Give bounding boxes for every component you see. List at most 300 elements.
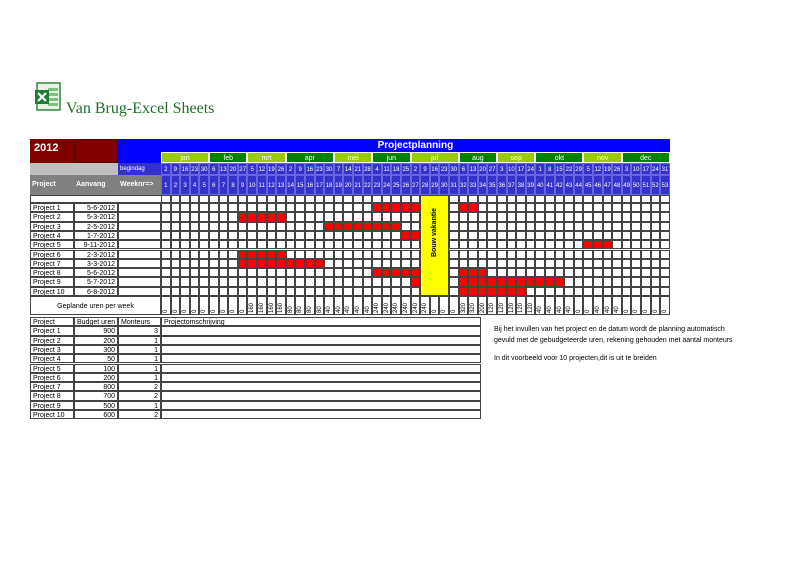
- grid-cell: [315, 287, 325, 296]
- planning-title: Projectplanning: [161, 139, 670, 152]
- grid-cell: [199, 259, 209, 268]
- project-name: Project 9: [30, 277, 74, 286]
- project-name: Project 10: [30, 287, 74, 296]
- begindag-cell: 9: [171, 163, 181, 175]
- grid-cell: [497, 240, 507, 249]
- blank-cell: [118, 212, 161, 221]
- grid-cell: [507, 268, 517, 277]
- grid-cell: [228, 212, 238, 221]
- grid-cell: [257, 231, 267, 240]
- begindag-cell: 20: [228, 163, 238, 175]
- uren-value: 40: [556, 306, 563, 313]
- grid-cell: [305, 231, 315, 240]
- uren-value: 40: [345, 306, 352, 313]
- planning-bar-cell: [411, 277, 421, 286]
- grid-cell: [622, 259, 632, 268]
- grid-cell: [247, 240, 257, 249]
- planning-bar-cell: [286, 259, 296, 268]
- planning-bar-cell: [257, 259, 267, 268]
- grid-cell: [372, 195, 382, 203]
- geplande-uren-label: Geplande uren per week: [30, 296, 161, 315]
- month-jul: jul: [411, 152, 459, 163]
- grid-cell: [583, 231, 593, 240]
- header-cell: [118, 139, 161, 163]
- planning-bar-cell: [247, 212, 257, 221]
- grid-cell: [324, 250, 334, 259]
- weeknr-cell: 3: [180, 175, 190, 195]
- grid-cell: [180, 212, 190, 221]
- grid-cell: [267, 277, 277, 286]
- grid-cell: [641, 287, 651, 296]
- grid-cell: [180, 240, 190, 249]
- begindag-cell: 25: [401, 163, 411, 175]
- weeknr-cell: 53: [660, 175, 670, 195]
- grid-cell: [219, 259, 229, 268]
- grid-cell: [478, 259, 488, 268]
- grid-cell: [180, 277, 190, 286]
- budget-value: 200: [74, 336, 118, 345]
- begindag-cell: 30: [199, 163, 209, 175]
- grid-cell: [459, 222, 469, 231]
- budget-value: 700: [74, 391, 118, 400]
- planning-bar-cell: [487, 277, 497, 286]
- grid-cell: [199, 203, 209, 212]
- grid-cell: [526, 268, 536, 277]
- project-start: 9-11-2012: [74, 240, 118, 249]
- grid-cell: [535, 212, 545, 221]
- grid-cell: [257, 195, 267, 203]
- grid-cell: [593, 287, 603, 296]
- planning-bar-cell: [497, 277, 507, 286]
- uren-value: 40: [326, 306, 333, 313]
- grid-cell: [180, 195, 190, 203]
- weeknr-cell: 51: [641, 175, 651, 195]
- grid-cell: [545, 212, 555, 221]
- begindag-cell: 5: [247, 163, 257, 175]
- grid-cell: [612, 259, 622, 268]
- grid-cell: [286, 203, 296, 212]
- weeknr-cell: 33: [468, 175, 478, 195]
- grid-cell: [593, 259, 603, 268]
- planning-bar-cell: [593, 240, 603, 249]
- budget-project-name: Project 6: [30, 373, 74, 382]
- uren-value: 160: [278, 302, 285, 313]
- grid-cell: [171, 212, 181, 221]
- grid-cell: [238, 277, 248, 286]
- uren-value: 0: [230, 309, 237, 313]
- grid-cell: [305, 203, 315, 212]
- grid-cell: [324, 287, 334, 296]
- description-cell: [161, 336, 481, 345]
- weeknr-cell: 5: [199, 175, 209, 195]
- grid-cell: [468, 240, 478, 249]
- grid-cell: [267, 203, 277, 212]
- begindag-cell: 12: [257, 163, 267, 175]
- grid-cell: [295, 212, 305, 221]
- grid-cell: [516, 250, 526, 259]
- grid-cell: [324, 268, 334, 277]
- monteurs-value: 1: [118, 373, 161, 382]
- grid-cell: [209, 250, 219, 259]
- weeknr-cell: 47: [603, 175, 613, 195]
- weeknr-cell: 42: [555, 175, 565, 195]
- uren-value: 0: [201, 309, 208, 313]
- grid-cell: [622, 268, 632, 277]
- grid-cell: [507, 240, 517, 249]
- weeknr-cell: 2: [171, 175, 181, 195]
- planning-bar-cell: [257, 250, 267, 259]
- grid-cell: [343, 231, 353, 240]
- weeknr-cell: 50: [631, 175, 641, 195]
- grid-cell: [651, 259, 661, 268]
- grid-cell: [257, 240, 267, 249]
- uren-value: 0: [441, 309, 448, 313]
- begindag-cell: 10: [631, 163, 641, 175]
- grid-cell: [343, 259, 353, 268]
- grid-cell: [305, 287, 315, 296]
- grid-cell: [324, 277, 334, 286]
- grid-cell: [238, 231, 248, 240]
- grid-cell: [286, 212, 296, 221]
- grid-cell: [641, 259, 651, 268]
- grid-cell: [228, 195, 238, 203]
- year-cell: 2012: [30, 139, 74, 163]
- grid-cell: [468, 195, 478, 203]
- description-cell: [161, 354, 481, 363]
- month-mrt: mrt: [247, 152, 285, 163]
- weeknr-cell: 35: [487, 175, 497, 195]
- grid-cell: [180, 287, 190, 296]
- planning-bar-cell: [372, 203, 382, 212]
- begindag-cell: 18: [391, 163, 401, 175]
- begindag-cell: 17: [516, 163, 526, 175]
- weeknr-cell: 13: [276, 175, 286, 195]
- weeknr-cell: 26: [401, 175, 411, 195]
- grid-cell: [267, 222, 277, 231]
- grid-cell: [555, 250, 565, 259]
- uren-value: 120: [527, 302, 534, 313]
- grid-cell: [593, 195, 603, 203]
- grid-cell: [372, 212, 382, 221]
- weeknr-cell: 46: [593, 175, 603, 195]
- weeknr-cell: 7: [219, 175, 229, 195]
- budget-value: 500: [74, 401, 118, 410]
- uren-value: 0: [633, 309, 640, 313]
- weeknr-cell: 34: [478, 175, 488, 195]
- begindag-cell: 3: [497, 163, 507, 175]
- description-cell: [161, 345, 481, 354]
- grid-cell: [507, 259, 517, 268]
- grid-cell: [353, 259, 363, 268]
- blank-cell: [118, 240, 161, 249]
- month-nov: nov: [583, 152, 621, 163]
- weeknr-cell: 1: [161, 175, 171, 195]
- grid-cell: [219, 268, 229, 277]
- uren-value: 240: [374, 302, 381, 313]
- brand-title: Van Brug-Excel Sheets: [66, 100, 215, 117]
- grid-cell: [651, 195, 661, 203]
- weeknr-cell: 9: [238, 175, 248, 195]
- begindag-cell: 22: [564, 163, 574, 175]
- grid-cell: [267, 268, 277, 277]
- grid-cell: [478, 203, 488, 212]
- grid-cell: [286, 268, 296, 277]
- grid-cell: [622, 277, 632, 286]
- weeknr-cell: 15: [295, 175, 305, 195]
- grid-cell: [247, 268, 257, 277]
- grid-cell: [363, 287, 373, 296]
- uren-value: 80: [316, 306, 323, 313]
- grid-cell: [382, 231, 392, 240]
- budget-project-name: Project 4: [30, 354, 74, 363]
- grid-cell: [219, 222, 229, 231]
- grid-cell: [507, 212, 517, 221]
- grid-cell: [612, 203, 622, 212]
- grid-cell: [228, 222, 238, 231]
- grid-cell: [391, 259, 401, 268]
- weeknr-cell: 22: [363, 175, 373, 195]
- begindag-cell: 23: [190, 163, 200, 175]
- planning-bar-cell: [315, 259, 325, 268]
- grid-cell: [209, 212, 219, 221]
- grid-cell: [612, 222, 622, 231]
- grid-cell: [401, 240, 411, 249]
- grid-cell: [545, 250, 555, 259]
- grid-cell: [219, 203, 229, 212]
- grid-cell: [555, 195, 565, 203]
- grid-cell: [411, 212, 421, 221]
- grid-cell: [535, 231, 545, 240]
- grid-cell: [497, 268, 507, 277]
- grid-cell: [411, 259, 421, 268]
- project-start: 2-3-2012: [74, 250, 118, 259]
- grid-cell: [190, 259, 200, 268]
- grid-cell: [276, 231, 286, 240]
- grid-cell: [171, 259, 181, 268]
- month-aug: aug: [459, 152, 497, 163]
- grid-cell: [363, 203, 373, 212]
- grid-cell: [564, 231, 574, 240]
- description-cell: [161, 364, 481, 373]
- description-cell: [161, 391, 481, 400]
- grid-cell: [324, 259, 334, 268]
- grid-cell: [641, 250, 651, 259]
- grid-cell: [401, 259, 411, 268]
- grid-cell: [487, 195, 497, 203]
- planning-bar-cell: [535, 277, 545, 286]
- grid-cell: [305, 212, 315, 221]
- weeknr-cell: 30: [439, 175, 449, 195]
- grid-cell: [324, 212, 334, 221]
- grid-cell: [603, 259, 613, 268]
- planning-bar-cell: [295, 259, 305, 268]
- begindag-cell: 11: [382, 163, 392, 175]
- month-jun: jun: [372, 152, 410, 163]
- grid-cell: [372, 240, 382, 249]
- month-apr: apr: [286, 152, 334, 163]
- grid-cell: [276, 195, 286, 203]
- grid-cell: [209, 277, 219, 286]
- planning-bar-cell: [555, 277, 565, 286]
- grid-cell: [295, 240, 305, 249]
- uren-value: 120: [499, 302, 505, 313]
- planning-bar-cell: [459, 277, 469, 286]
- begindag-cell: 27: [238, 163, 248, 175]
- weeknr-cell: 25: [391, 175, 401, 195]
- grid-cell: [247, 231, 257, 240]
- grid-cell: [372, 277, 382, 286]
- grid-cell: [641, 195, 651, 203]
- begindag-cell: 20: [478, 163, 488, 175]
- grid-cell: [574, 277, 584, 286]
- grid-cell: [516, 231, 526, 240]
- weeknr-cell: 49: [622, 175, 632, 195]
- grid-cell: [180, 231, 190, 240]
- grid-cell: [315, 222, 325, 231]
- grid-cell: [526, 231, 536, 240]
- description-cell: [161, 401, 481, 410]
- grid-cell: [631, 222, 641, 231]
- grid-cell: [651, 212, 661, 221]
- grid-cell: [353, 277, 363, 286]
- grid-cell: [411, 240, 421, 249]
- grid-cell: [660, 268, 670, 277]
- grid-cell: [660, 222, 670, 231]
- grid-cell: [324, 231, 334, 240]
- grid-cell: [497, 222, 507, 231]
- grid-cell: [622, 240, 632, 249]
- weeknr-cell: 48: [612, 175, 622, 195]
- planning-bar-cell: [238, 259, 248, 268]
- weeknr-cell: 23: [372, 175, 382, 195]
- begindag-cell: 30: [324, 163, 334, 175]
- weeknr-cell: 24: [382, 175, 392, 195]
- grid-cell: [660, 250, 670, 259]
- planning-bar-cell: [583, 240, 593, 249]
- planning-bar-cell: [257, 212, 267, 221]
- planning-bar-cell: [334, 222, 344, 231]
- grid-cell: [651, 268, 661, 277]
- grid-cell: [603, 203, 613, 212]
- grid-cell: [449, 277, 459, 286]
- grid-cell: [487, 268, 497, 277]
- grid-cell: [247, 277, 257, 286]
- monteurs-value: 1: [118, 336, 161, 345]
- grid-cell: [660, 259, 670, 268]
- grid-cell: [641, 222, 651, 231]
- grid-cell: [353, 231, 363, 240]
- grid-cell: [593, 212, 603, 221]
- planning-bar-cell: [267, 212, 277, 221]
- begindag-cell: 23: [439, 163, 449, 175]
- grid-cell: [449, 259, 459, 268]
- project-start: 5-7-2012: [74, 277, 118, 286]
- grid-cell: [238, 287, 248, 296]
- grid-cell: [315, 268, 325, 277]
- uren-value: 0: [451, 309, 457, 313]
- planning-bar-cell: [391, 268, 401, 277]
- grid-cell: [651, 277, 661, 286]
- planning-bar-cell: [267, 250, 277, 259]
- monteurs-value: 1: [118, 354, 161, 363]
- begindag-label: begindag: [118, 163, 161, 175]
- grid-cell: [545, 222, 555, 231]
- grid-cell: [487, 212, 497, 221]
- grid-cell: [507, 222, 517, 231]
- uren-value: 120: [518, 302, 525, 313]
- weeknr-cell: 20: [343, 175, 353, 195]
- planning-bar-cell: [382, 268, 392, 277]
- grid-cell: [391, 277, 401, 286]
- grid-cell: [555, 268, 565, 277]
- grid-cell: [478, 195, 488, 203]
- project-start: 5-3-2012: [74, 212, 118, 221]
- grid-cell: [478, 222, 488, 231]
- planning-bar-cell: [276, 212, 286, 221]
- begindag-cell: 24: [526, 163, 536, 175]
- grid-cell: [660, 212, 670, 221]
- grid-cell: [209, 203, 219, 212]
- begindag-cell: 16: [180, 163, 190, 175]
- project-header: Project: [30, 317, 74, 326]
- uren-value: 40: [614, 306, 621, 313]
- grid-cell: [353, 287, 363, 296]
- grid-cell: [363, 259, 373, 268]
- uren-value: 80: [307, 306, 313, 313]
- uren-value: 240: [393, 302, 400, 313]
- grid-cell: [353, 203, 363, 212]
- grid-cell: [535, 268, 545, 277]
- grid-cell: [468, 259, 478, 268]
- begindag-cell: 9: [295, 163, 305, 175]
- grid-cell: [219, 250, 229, 259]
- grid-cell: [535, 287, 545, 296]
- grid-cell: [171, 195, 181, 203]
- grid-cell: [660, 203, 670, 212]
- weeknr-cell: 14: [286, 175, 296, 195]
- grid-cell: [171, 203, 181, 212]
- grid-cell: [334, 277, 344, 286]
- grid-cell: [305, 195, 315, 203]
- grid-cell: [507, 195, 517, 203]
- grid-cell: [651, 222, 661, 231]
- grid-cell: [209, 268, 219, 277]
- grid-cell: [612, 212, 622, 221]
- grid-cell: [583, 259, 593, 268]
- grid-cell: [603, 250, 613, 259]
- grid-cell: [583, 195, 593, 203]
- planning-bar-cell: [497, 287, 507, 296]
- grid-cell: [411, 287, 421, 296]
- blank-cell: [118, 287, 161, 296]
- planning-bar-cell: [478, 277, 488, 286]
- grid-cell: [286, 222, 296, 231]
- grid-cell: [334, 195, 344, 203]
- planning-bar-cell: [526, 277, 536, 286]
- begindag-cell: 3: [622, 163, 632, 175]
- monteurs-header: Monteurs: [118, 317, 161, 326]
- grid-cell: [334, 240, 344, 249]
- weeknr-cell: 8: [228, 175, 238, 195]
- month-sep: sep: [497, 152, 535, 163]
- grid-cell: [295, 231, 305, 240]
- grid-cell: [161, 195, 171, 203]
- grid-cell: [603, 212, 613, 221]
- grid-cell: [305, 277, 315, 286]
- grid-cell: [171, 277, 181, 286]
- grid-cell: [574, 222, 584, 231]
- grid-cell: [603, 222, 613, 231]
